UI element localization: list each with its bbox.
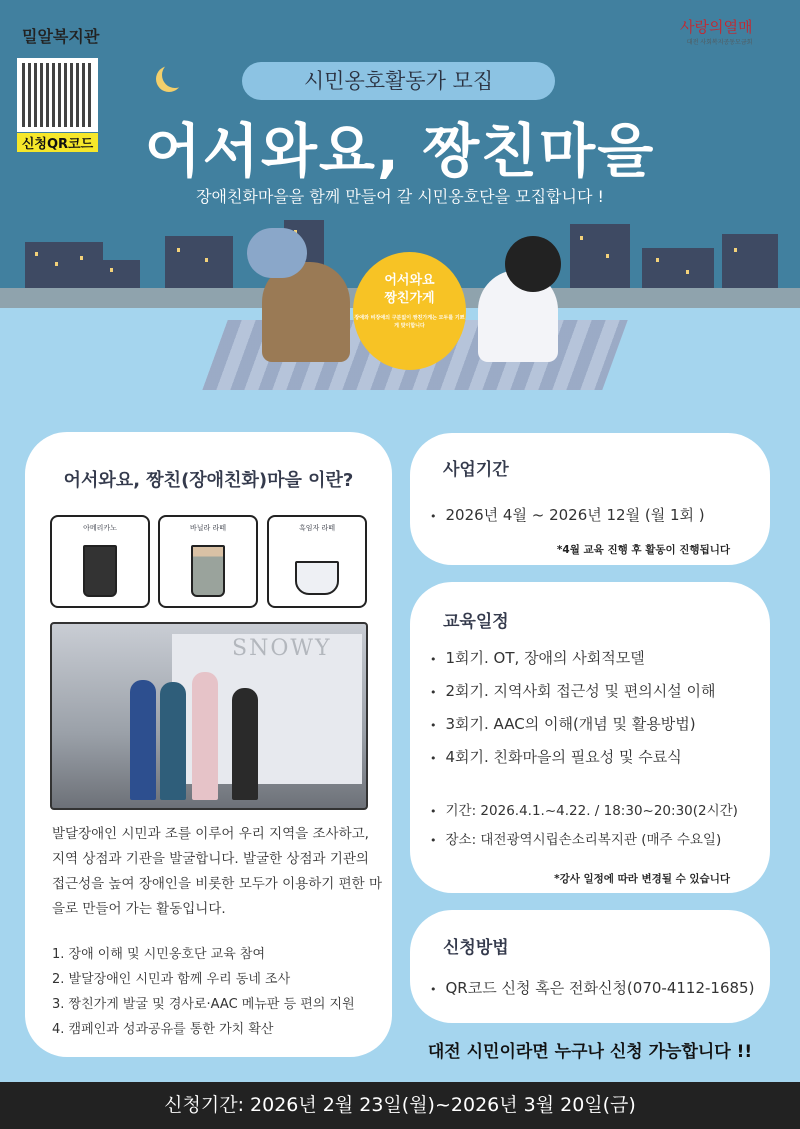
- logo-text: 사랑의열매: [680, 18, 753, 36]
- apply-item: • QR코드 신청 혹은 전화신청(070-4112-1685): [430, 977, 754, 998]
- education-title: 교육일정: [443, 612, 509, 632]
- apply-title: 신청방법: [443, 938, 509, 958]
- session-item: • 4회기. 친화마을의 필요성 및 수료식: [430, 746, 682, 767]
- person-head: [505, 236, 561, 292]
- aac-card: [158, 515, 258, 608]
- education-place: • 장소: 대전광역시립손소리복지관 (매주 수요일): [430, 828, 721, 848]
- aac-label: 바닐라 라떼: [189, 524, 227, 532]
- person-head: [247, 228, 307, 278]
- period-note: *4월 교육 진행 후 활동이 진행됩니다: [556, 544, 730, 556]
- session-item: • 2회기. 지역사회 접근성 및 편의시설 이해: [430, 680, 716, 701]
- list-item: 4. 캠페인과 성과공유를 통한 가치 확산: [52, 1022, 274, 1037]
- aac-card: [267, 515, 367, 608]
- sign-line: 짱친가게: [384, 291, 435, 306]
- store-sign: SNOWY: [232, 636, 332, 661]
- session-item: • 3회기. AAC의 이해(개념 및 활용방법): [430, 713, 696, 734]
- call-to-action: 대전 시민이라면 누구나 신청 가능합니다 !!: [427, 1042, 753, 1062]
- milal-logo: 밀알복지관: [22, 27, 100, 46]
- activity-photo: [50, 622, 368, 810]
- activity-list: [52, 942, 382, 1042]
- love-fruit-logo: [680, 16, 752, 46]
- logo-subtext: 대전 사회복지공동모금회: [686, 39, 753, 46]
- education-time: • 기간: 2026.4.1.~4.22. / 18:30~20:30(2시간): [430, 799, 738, 819]
- page-title: 어서와요, 짱친마을: [144, 117, 656, 185]
- period-card: [410, 433, 770, 565]
- sign-line: 어서와요: [384, 273, 435, 288]
- session-item: • 1회기. OT, 장애의 사회적모델: [430, 647, 645, 668]
- aac-card: [50, 515, 150, 608]
- moon-icon: [162, 62, 188, 88]
- hot-latte-icon: [295, 561, 339, 595]
- iced-coffee-icon: [83, 545, 117, 597]
- list-item: 2. 발달장애인 시민과 함께 우리 동네 조사: [52, 972, 291, 987]
- qr-label: 신청QR코드: [17, 133, 98, 152]
- education-card: [410, 582, 770, 893]
- page-subtitle: 장애친화마을을 함께 만들어 갈 시민옹호단을 모집합니다 !: [196, 187, 604, 206]
- about-card: [25, 432, 392, 1057]
- sign-small-text: 장애와 비장애의 구분없이 짱친가게는 모두를 기쁘게 맞이합니다: [354, 315, 465, 329]
- list-item: 3. 짱친가게 발굴 및 경사로·AAC 메뉴판 등 편의 지원: [52, 997, 355, 1012]
- about-title: 어서와요, 짱친(장애친화)마을 이란?: [63, 470, 354, 491]
- application-period-footer: 신청기간: 2026년 2월 23일(월)~2026년 3월 20일(금): [0, 1082, 800, 1129]
- aac-label: 흑임자 라떼: [298, 524, 336, 532]
- apply-card: [410, 910, 770, 1023]
- zzangchin-store-sign: [353, 252, 466, 370]
- about-description: 발달장애인 시민과 조를 이루어 우리 지역을 조사하고, 지역 상점과 기관을 발굴합니다. 발굴한 상점과 기관의 접근성을 높여 장애인을 비롯한 모두가 이용하기 편한 마을로 만들어 가는 활동입니다.: [52, 826, 382, 917]
- list-item: 1. 장애 이해 및 시민옹호단 교육 참여: [52, 947, 266, 962]
- period-title: 사업기간: [443, 460, 509, 480]
- period-item: • 2026년 4월 ~ 2026년 12월 (월 1회 ): [430, 504, 705, 525]
- aac-label: 아메리카노: [83, 524, 117, 532]
- latte-icon: [191, 545, 225, 597]
- education-note: *강사 일정에 따라 변경될 수 있습니다: [554, 873, 730, 885]
- recruit-pill: 시민옹호활동가 모집: [242, 62, 555, 100]
